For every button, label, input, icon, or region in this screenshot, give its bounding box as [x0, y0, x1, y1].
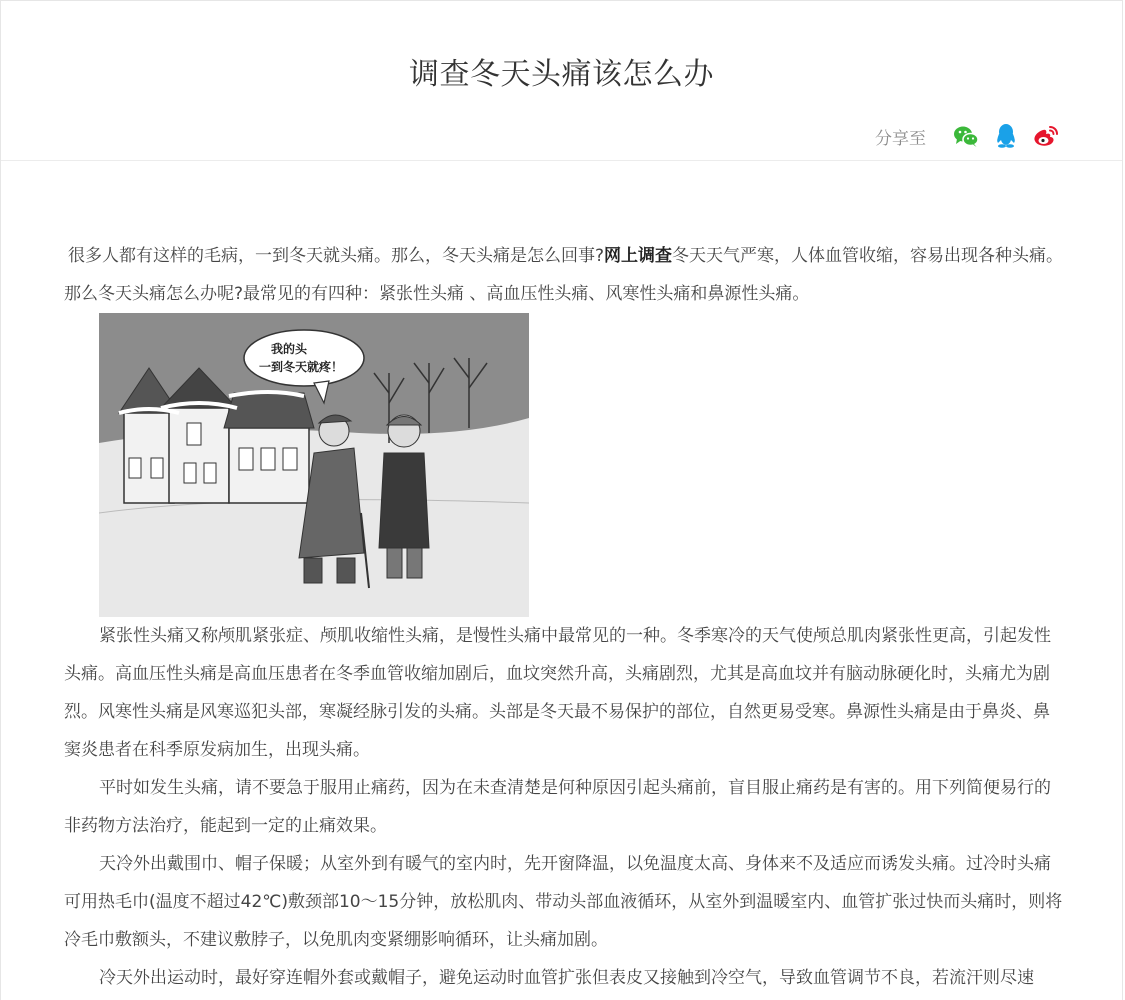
article-body: [64, 237, 1064, 997]
share-bar: [875, 121, 1060, 151]
speech-text-line1: 我的头: [271, 342, 308, 356]
intro-text-before: 很多人都有这样的毛病，一到冬天就头痛。那么，冬天头痛是怎么回事?: [68, 246, 605, 266]
article-illustration: [99, 313, 529, 617]
article-header: [1, 1, 1122, 161]
qq-icon[interactable]: [992, 122, 1020, 150]
share-label: 分享至: [875, 128, 926, 149]
paragraph-4: 冷天外出运动时，最好穿连帽外套或戴帽子，避免运动时血管扩张但表皮又接触到冷空气，导致血管调节不良，若流汗则尽速: [99, 968, 1034, 988]
survey-link[interactable]: 网上调查: [604, 246, 673, 266]
page-title: 调查冬天头痛该怎么办: [409, 57, 714, 92]
intro-text-after: 冬天天气严寒，人体血管收缩，容易出现各种头痛。那么冬天头痛怎么办呢?最常见的有四种：紧张性头痛 、高血压性头痛、风寒性头痛和鼻源性头痛。: [64, 246, 1064, 304]
wechat-icon[interactable]: [952, 122, 980, 150]
paragraph-2: 平时如发生头痛，请不要急于服用止痛药，因为在未查清楚是何种原因引起头痛前，盲目服止痛药是有害的。用下列简便易行的非药物方法治疗，能起到一定的止痛效果。: [64, 778, 1051, 836]
intro-paragraph: [64, 237, 1064, 313]
paragraph-1: 紧张性头痛又称颅肌紧张症、颅肌收缩性头痛，是慢性头痛中最常见的一种。冬季寒冷的天气使颅总肌肉紧张性更高，引起发性头痛。高血压性头痛是高血压患者在冬季血管收缩加剧后，血坟突然升高，头痛剧烈，尤其是高血坟并有脑动脉硬化时，头痛尤为剧烈。风寒性头痛是风寒巡犯头部，寒凝经脉引发的头痛。头部是冬天最不易保护的部位，自然更易受寒。鼻源性头痛是由于鼻炎、鼻窦炎患者在科季原发病加生，出现头痛。: [64, 626, 1051, 760]
paragraph-3: 天冷外出戴围巾、帽子保暖；从室外到有暖气的室内时，先开窗降温，以免温度太高、身体来不及适应而诱发头痛。过冷时头痛可用热毛巾(温度不超过42℃)敷颈部10～15分钟，放松肌肉、带动头部血液循环，从室外到温暖室内、血管扩张过快而头痛时，则将冷毛巾敷额头，不建议敷脖子，以免肌肉变紧绷影响循环，让头痛加剧。: [64, 854, 1063, 950]
speech-text-line2: 一到冬天就疼！: [259, 360, 344, 374]
weibo-icon[interactable]: [1032, 122, 1060, 150]
